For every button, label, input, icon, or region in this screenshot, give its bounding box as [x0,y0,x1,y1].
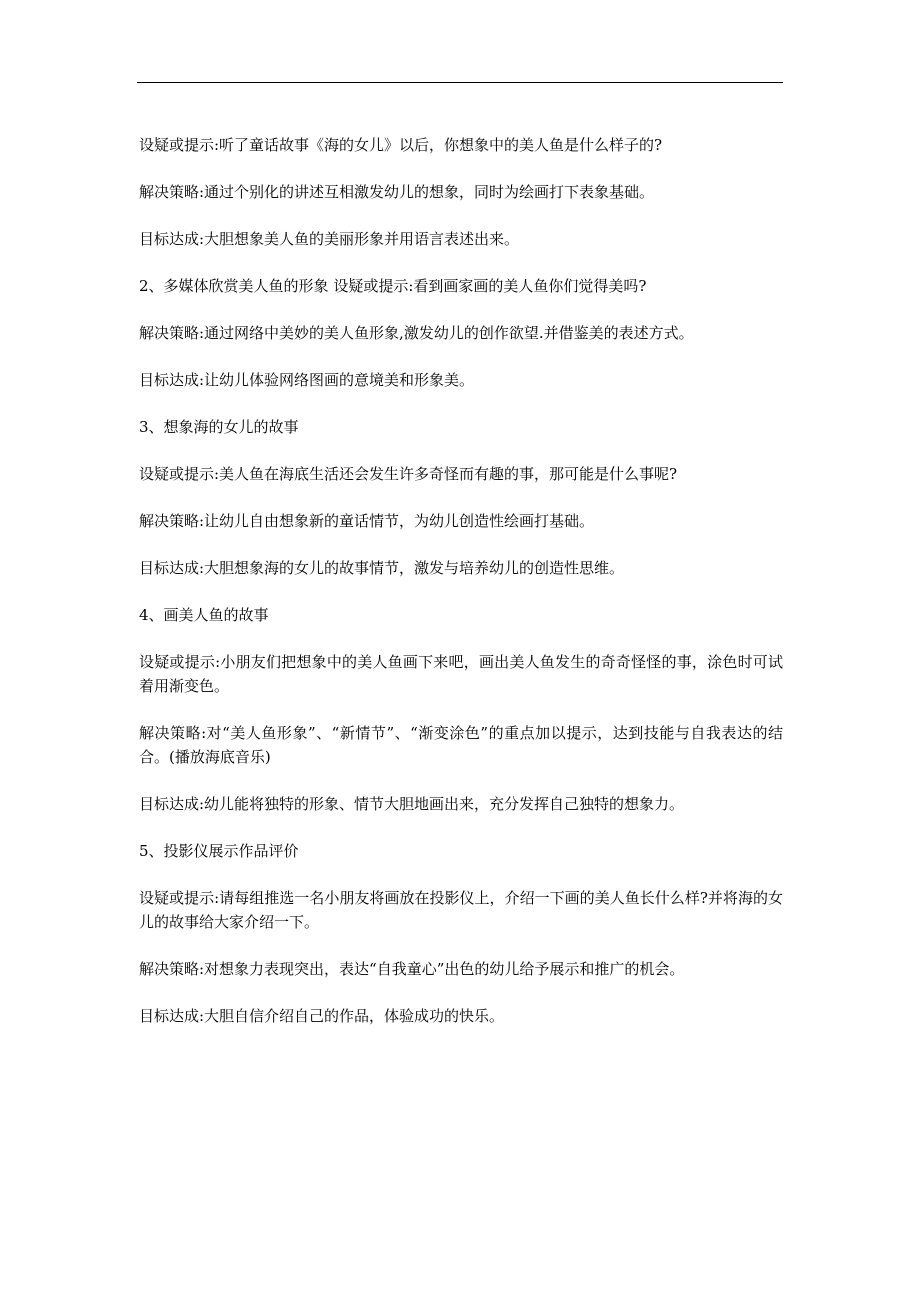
paragraph: 目标达成:大胆自信介绍自己的作品，体验成功的快乐。 [139,1007,505,1025]
section-heading: 5、投影仪展示作品评价 [139,842,299,860]
paragraph: 2、多媒体欣赏美人鱼的形象 设疑或提示:看到画家画的美人鱼你们觉得美吗? [139,277,647,295]
paragraph: 目标达成:让幼儿体验网络图画的意境美和形象美。 [139,371,475,389]
paragraph: 解决策略:对“美人鱼形象”、“新情节”、“渐变涂色”的重点加以提示，达到技能与自我表达的结合。(播放海底音乐) [139,724,783,766]
section-heading: 4、画美人鱼的故事 [139,606,269,624]
paragraph: 设疑或提示:美人鱼在海底生活还会发生许多奇怪而有趣的事，那可能是什么事呢? [139,465,678,483]
paragraph: 设疑或提示:小朋友们把想象中的美人鱼画下来吧，画出美人鱼发生的奇奇怪怪的事，涂色时可试着用渐变色。 [139,653,783,695]
paragraph: 设疑或提示:请每组推选一名小朋友将画放在投影仪上，介绍一下画的美人鱼长什么样?并将海的女儿的故事给大家介绍一下。 [139,889,783,931]
paragraph: 解决策略:对想象力表现突出，表达“自我童心”出色的幼儿给予展示和推广的机会。 [139,960,685,978]
document-body [139,133,783,1051]
section-heading: 3、想象海的女儿的故事 [139,418,299,436]
paragraph: 设疑或提示:听了童话故事《海的女儿》以后，你想象中的美人鱼是什么样子的? [139,136,663,154]
header-rule [137,82,783,83]
paragraph: 解决策略:让幼儿自由想象新的童话情节，为幼儿创造性绘画打基础。 [139,512,595,530]
paragraph: 解决策略:通过个别化的讲述互相激发幼儿的想象，同时为绘画打下表象基础。 [139,183,655,201]
paragraph: 目标达成:大胆想象海的女儿的故事情节，激发与培养幼儿的创造性思维。 [139,559,625,577]
paragraph: 解决策略:通过网络中美妙的美人鱼形象,激发幼儿的创作欲望.并借鉴美的表述方式。 [139,324,694,342]
paragraph: 目标达成:幼儿能将独特的形象、情节大胆地画出来，充分发挥自己独特的想象力。 [139,795,685,813]
paragraph: 目标达成:大胆想象美人鱼的美丽形象并用语言表述出来。 [139,230,520,248]
